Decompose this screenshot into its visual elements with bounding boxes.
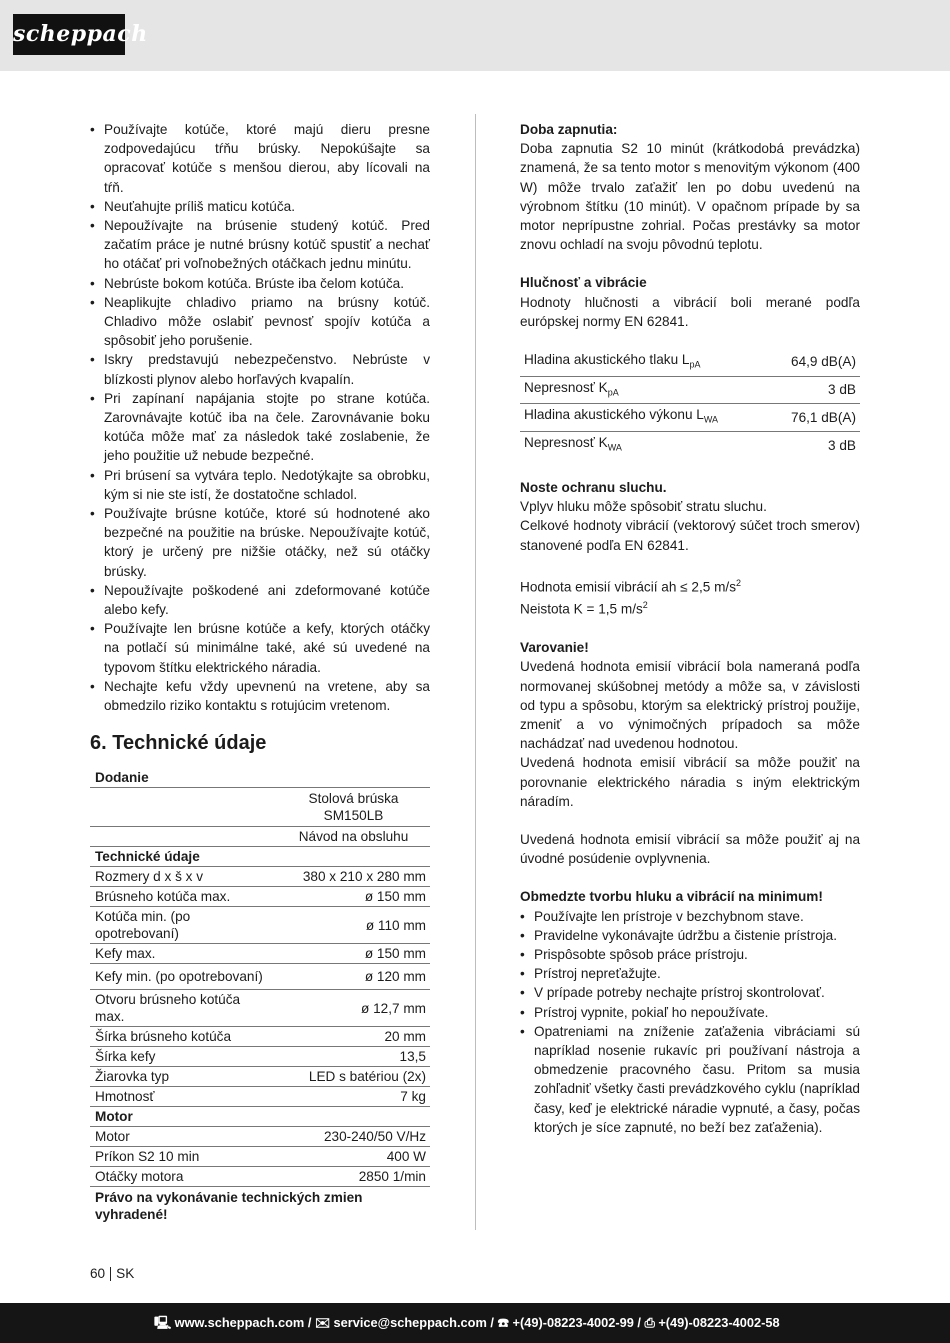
fax-number: +(49)-08223-4002-58: [658, 1315, 780, 1330]
table-row: Kotúča min. (po opotrebovaní) ø 110 mm: [90, 907, 430, 944]
delivery-heading: Dodanie: [90, 768, 430, 788]
hearing-title: Noste ochranu sluchu.: [520, 479, 667, 495]
list-item: • Používajte len brúsne kotúče a kefy, ktorých otáčky na potlačí sú minimálne také, aké sú uvedené na typovom štítku elektrického náradia.: [90, 619, 430, 677]
table-row: Otáčky motora 2850 1/min: [90, 1167, 430, 1187]
vibration-uncertainty: Neistota K = 1,5 $m/s^2$: [520, 600, 648, 617]
list-item: • Nechajte kefu vždy upevnenú na vretene, aby sa obmedzilo riziko kontaktu s rotujúcim vretenom.: [90, 677, 430, 715]
safety-bullets: [90, 120, 430, 715]
list-item: • Pri brúsení sa vytvára teplo. Nedotýkajte sa obrobku, kým si nie ste istí, že dostatočne schladol.: [90, 466, 430, 504]
list-item: • Používajte brúsne kotúče, ktoré sú hodnotené ako bezpečné na použitie na brúske. Nepoužívajte kotúč, ktorý je určený pre nižšie otáčky, než sú otáčky brúsky.: [90, 504, 430, 581]
technical-changes-note: Právo na vykonávanie technických zmien vyhradené!: [95, 1190, 363, 1223]
list-item: • Nepoužívajte na brúsenie studený kotúč. Pred začatím práce je nutné brúsny kotúč spustiť a nechať ho otáčať pri voľnobežných otáčkach jednu minútu.: [90, 216, 430, 274]
table-row: Nepresnosť $K_{WA}$ 3 dB: [524, 435, 856, 453]
left-column: [90, 120, 430, 1224]
vibration-value: Hodnota emisií vibrácií ah ≤ 2,5 $m/s^2$: [520, 577, 742, 595]
duty-text: Doba zapnutia S2 10 minút (krátkodobá prevádzka) znamená, že sa tento motor s menovitým výkonom (400 W) môže trvalo zaťažiť len po dobu uvedenú na výrobnom štítku (10 minút). V opačnom prípade by sa motor neprípustne zohrial. Počas prestávky sa motor znovu ochladí na svoju pôvodnú teplotu.: [520, 141, 860, 253]
table-row: Rozmery d x š x v 380 x 210 x 280 mm: [90, 867, 430, 887]
table-row: Kefy min. (po opotrebovaní) ø 120 mm: [90, 964, 430, 990]
phone-number: +(49)-08223-4002-99 /: [512, 1315, 641, 1330]
vibration-total-text: Celkové hodnoty vibrácií (vektorový súčet troch smerov) stanovené podľa EN 62841.: [520, 518, 860, 553]
scheppach-logo: scheppach: [13, 14, 125, 55]
right-column: [520, 120, 860, 1137]
list-item: • Iskry predstavujú nebezpečenstvo. Nebrúste v blízkosti plynov alebo horľavých kvapalín.: [90, 350, 430, 388]
table-row: Motor 230-240/50 V/Hz: [90, 1127, 430, 1147]
table-row: Kefy max. ø 150 mm: [90, 944, 430, 964]
warning-title: Varovanie!: [520, 640, 589, 656]
separator: [110, 1267, 111, 1281]
fax-icon: ⎙: [644, 1315, 655, 1330]
list-item: • Pravidelne vykonávajte údržbu a čistenie prístroja.: [520, 926, 860, 945]
list-item: • Opatreniami na zníženie zaťaženia vibráciami sú napríklad nosenie rukavíc pri používaní nástroja a obmedzenie pracovného času. Pritom sa musia zohľadniť všetky časti prevádzkového cyklu (napríklad časy, keď je elektrické náradie vypnuté, a časy, počas ktorých je síce zapnuté, no beží bez zaťaženia).: [520, 1022, 860, 1137]
list-item: • Neuťahujte príliš maticu kotúča.: [90, 197, 430, 216]
warning-text: Uvedená hodnota emisií vibrácií bola nameraná podľa normovanej skúšobnej metódy a môže sa, v závislosti od typu a spôsobu, ktorým sa elektrický prístroj použije, zmeniť a vo výnimočných prípadoch sa môže nachádzať nad uvedenou hodnotou.: [520, 659, 860, 752]
noise-title: Hlučnosť a vibrácie: [520, 275, 647, 291]
list-item: • Prístroj nepreťažujte.: [520, 964, 860, 983]
noise-table: [520, 349, 860, 459]
section-title: 6. Technické údaje: [90, 732, 267, 755]
noise-text: Hodnoty hlučnosti a vibrácií boli merané podľa európskej normy EN 62841.: [520, 294, 860, 329]
table-row: Príkon S2 10 min 400 W: [90, 1147, 430, 1167]
column-divider: [475, 114, 476, 1230]
list-item: • Nebrúste bokom kotúča. Brúste iba čelom kotúča.: [90, 274, 430, 293]
table-row: Hladina akustického tlaku $L_{pA}$ 64,9 dB(A): [520, 349, 860, 376]
list-item: • V prípade potreby nechajte prístroj skontrolovať.: [520, 983, 860, 1002]
table-row: Hladina akustického výkonu $L_{WA}$ 76,1 dB(A): [520, 404, 860, 432]
table-row: Nepresnosť $K_{pA}$ 3 dB: [520, 376, 860, 404]
phone-icon: ☎: [497, 1315, 509, 1330]
list-item: • Používajte len prístroje v bezchybnom stave.: [520, 907, 860, 926]
monitor-icon: 🖳: [154, 1315, 172, 1330]
motor-heading: Motor: [90, 1107, 430, 1127]
manual-label: Návod na obsluhu: [276, 827, 430, 847]
warning-text: Uvedená hodnota emisií vibrácií sa môže použiť aj na úvodné posúdenie ovplyvnenia.: [520, 832, 860, 867]
tech-heading: Technické údaje: [90, 847, 430, 867]
warning-text: Uvedená hodnota emisií vibrácií sa môže použiť na porovnanie elektrického náradia s iným elektrickým náradím.: [520, 755, 860, 809]
minimize-title: Obmedzte tvorbu hluku a vibrácií na minimum!: [520, 889, 823, 905]
hearing-text: Vplyv hluku môže spôsobiť stratu sluchu.: [520, 499, 767, 515]
duty-title: Doba zapnutia:: [520, 122, 618, 137]
table-row: Žiarovka typ LED s batériou (2x): [90, 1067, 430, 1087]
page-number: 60 SK: [90, 1266, 135, 1281]
list-item: • Prístroj vypnite, pokiaľ ho nepoužívate.: [520, 1003, 860, 1022]
website-link[interactable]: www.scheppach.com /: [174, 1315, 312, 1330]
list-item: • Pri zapínaní napájania stojte po strane kotúča. Zarovnávajte kotúč iba na čele. Zarovnávanie boku kotúča môže mať za následok také zoslabenie, že jeho použitie už nebude bezpečné.: [90, 389, 430, 466]
email-link[interactable]: service@scheppach.com /: [333, 1315, 494, 1330]
minimize-bullets: [520, 907, 860, 1137]
page-footer: [0, 1303, 950, 1343]
list-item: • Neaplikujte chladivo priamo na brúsny kotúč. Chladivo môže oslabiť pevnosť spojív kotúča a spôsobiť jeho porušenie.: [90, 293, 430, 351]
list-item: • Používajte kotúče, ktoré majú dieru presne zodpovedajúcu tŕňu brúsky. Nepokúšajte sa opracovať kotúče s menšou dierou, aby lícovali na tŕň.: [90, 120, 430, 197]
table-row: Otvoru brúsneho kotúča max. ø 12,7 mm: [90, 990, 430, 1027]
list-item: • Nepoužívajte poškodené ani zdeformované kotúče alebo kefy.: [90, 581, 430, 619]
product-name: Stolová brúska SM150LB: [276, 788, 430, 827]
list-item: • Prispôsobte spôsob práce prístroju.: [520, 945, 860, 964]
table-row: Brúsneho kotúča max. ø 150 mm: [90, 887, 430, 907]
mail-icon: ✉: [314, 1315, 330, 1330]
table-row: Šírka brúsneho kotúča 20 mm: [90, 1027, 430, 1047]
page-header: [0, 0, 950, 71]
table-row: Šírka kefy 13,5: [90, 1047, 430, 1067]
table-row: Hmotnosť 7 kg: [90, 1087, 430, 1107]
spec-table: [90, 768, 430, 1224]
